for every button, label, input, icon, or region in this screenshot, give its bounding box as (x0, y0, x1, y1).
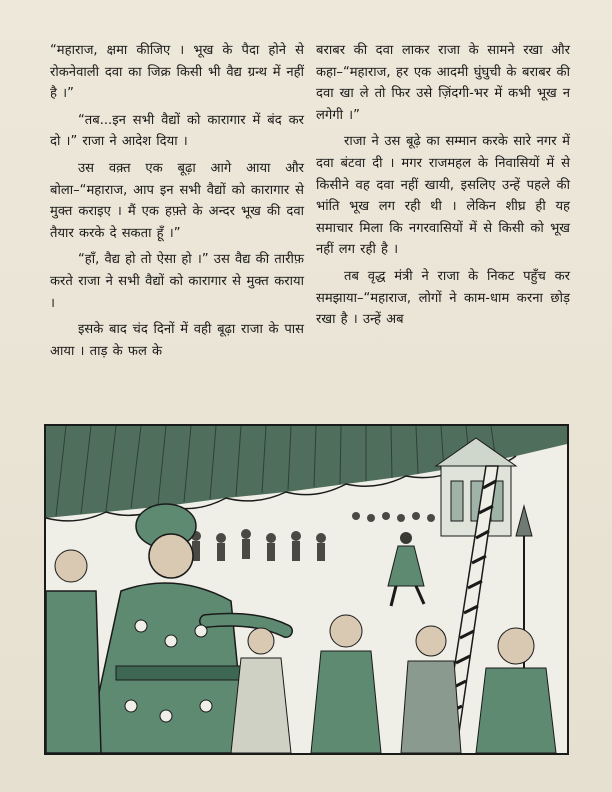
paragraph: “महाराज, क्षमा कीजिए । भूख के पैदा होने से रोकनेवाली दवा का जिक्र किसी भी वैद्य ग्रन्थ में नहीं है ।” (50, 43, 304, 102)
story-text (50, 40, 570, 415)
paragraph: राजा ने उस बूढ़े का सम्मान करके सारे नगर में दवा बंटवा दी । मगर राजमहल के निवासियों में से किसीने वह दवा नहीं खायी, इसलिए उन्हें पहले की भांति भूख लग रही थी । लेकिन शीघ्र ही यह समाचार मिला कि नगरवासियों में से किसी को भूख नहीं लग रही है । (316, 134, 570, 258)
story-illustration (44, 424, 569, 755)
paragraph: “तब...इन सभी वैद्यों को कारागार में बंद कर दो ।” राजा ने आदेश दिया । (50, 112, 304, 150)
text-column-left (50, 40, 304, 415)
paragraph: तब वृद्ध मंत्री ने राजा के निकट पहुँच कर समझाया–“महाराज, लोगों ने काम-धाम करना छोड़ रखा है । उन्हें अब (316, 268, 570, 328)
paragraph: “हाँ, वैद्य हो तो ऐसा हो ।” उस वैद्य की तारीफ़ करते राजा ने सभी वैद्यों को कारागार से मुक्त कराया । (50, 252, 304, 311)
paragraph: इसके बाद चंद दिनों में वही बूढ़ा राजा के पास आया । ताड़ के फल के (50, 322, 304, 359)
paragraph: उस वक़्त एक बूढ़ा आगे आया और बोला–“महाराज, आप इन सभी वैद्यों को कारागार से मुक्त कराइए । मैं एक हफ़्ते के अन्दर भूख की दवा तैयार करके दे सकता हूँ ।” (50, 160, 304, 241)
text-column-right (316, 40, 570, 415)
paragraph: बराबर की दवा लाकर राजा के सामने रखा और कहा–“महाराज, हर एक आदमी घुंघुची के बराबर की दवा खा ले तो फिर उसे ज़िंदगी-भर में कभी भूख न लगेगी ।” (316, 43, 570, 123)
